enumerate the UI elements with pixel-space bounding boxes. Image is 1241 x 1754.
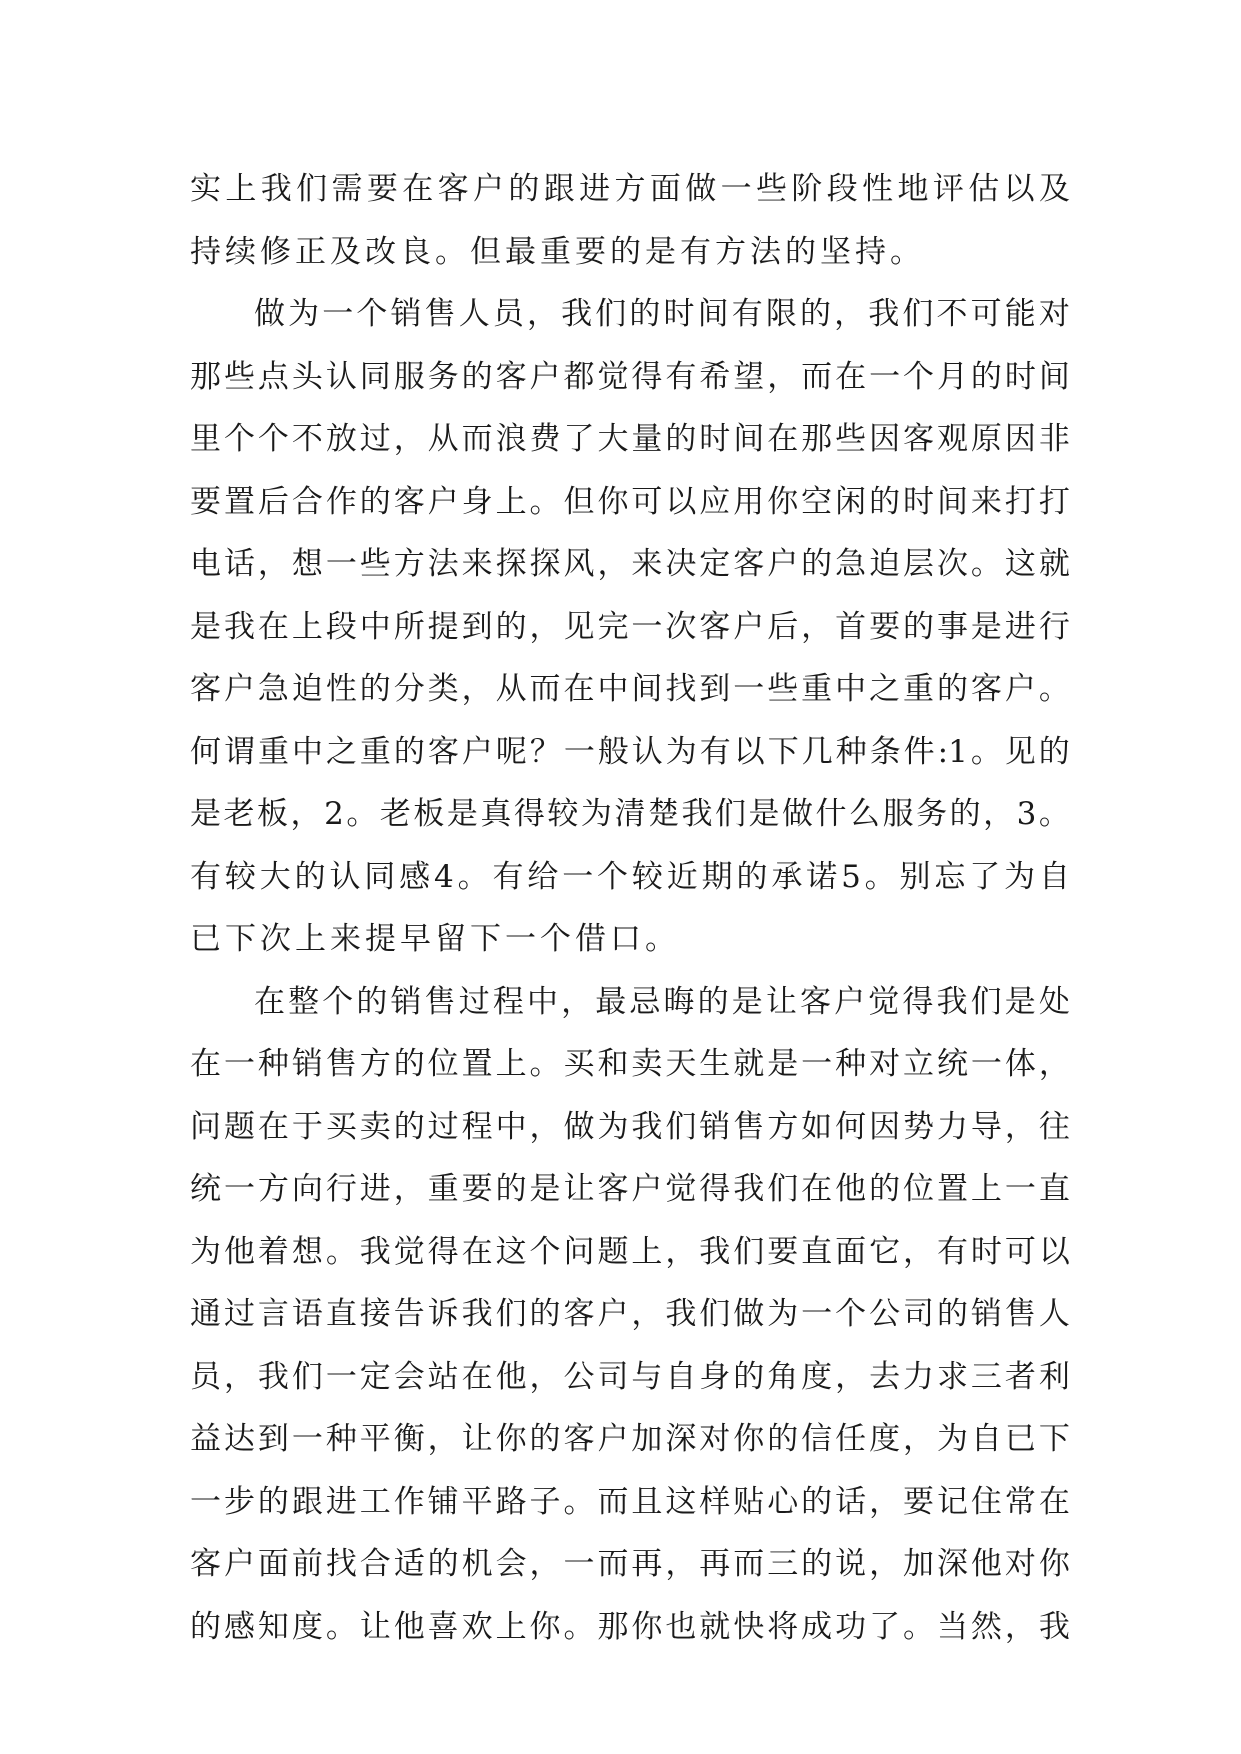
text-line: 在 一 种 销 售 方 的 位 置 上 。 买 和 卖 天 生 就 是 一 种 对 立 统 一 体 ， xyxy=(190,1046,1070,1082)
text-line: 员 ， 我 们 一 定 会 站 在 他 ， 公 司 与 自 身 的 角 度 ， 去 力 求 三 者 利 xyxy=(190,1358,1070,1395)
text-line: 那 些 点 头 认 同 服 务 的 客 户 都 觉 得 有 希 望 ， 而 在 一 个 月 的 时 间 xyxy=(190,358,1070,395)
text-line: 统 一 方 向 行 进 ， 重 要 的 是 让 客 户 觉 得 我 们 在 他 的 位 置 上 一 直 xyxy=(190,1171,1070,1207)
text-line: 里 个 个 不 放 过 ， 从 而 浪 费 了 大 量 的 时 间 在 那 些 因 客 观 原 因 非 xyxy=(190,421,1070,457)
text-line: 客 户 面 前 找 合 适 的 机 会 ， 一 而 再 ， 再 而 三 的 说 ， 加 深 他 对 你 xyxy=(190,1546,1070,1582)
text-line: 为 他 着 想 。 我 觉 得 在 这 个 问 题 上 ， 我 们 要 直 面 它 ， 有 时 可 以 xyxy=(190,1233,1070,1270)
text-line: 有 较 大 的 认 同 感 4 。 有 给 一 个 较 近 期 的 承 诺 5 。 别 忘 了 为 自 xyxy=(190,858,1070,895)
text-line: 的 感 知 度 。 让 他 喜 欢 上 你 。 那 你 也 就 快 将 成 功 了 。 当 然 ， 我 xyxy=(190,1608,1070,1645)
text-line: 是 我 在 上 段 中 所 提 到 的 ， 见 完 一 次 客 户 后 ， 首 要 的 事 是 进 行 xyxy=(190,608,1070,645)
text-line: 客 户 急 迫 性 的 分 类 ， 从 而 在 中 间 找 到 一 些 重 中 之 重 的 客 户 。 xyxy=(190,671,1070,707)
text-line: 何 谓 重 中 之 重 的 客 户 呢 ？ 一 般 认 为 有 以 下 几 种 条 件 :1 。 见 的 xyxy=(190,733,1070,770)
text-line: 问 题 在 于 买 卖 的 过 程 中 ， 做 为 我 们 销 售 方 如 何 因 势 力 导 ， 往 xyxy=(190,1108,1070,1145)
text-line: 是 老 板 ， 2 。 老 板 是 真 得 较 为 清 楚 我 们 是 做 什 么 服 务 的 ， 3 。 xyxy=(190,796,1070,832)
text-line: 益 达 到 一 种 平 衡 ， 让 你 的 客 户 加 深 对 你 的 信 任 度 ， 为 自 已 下 xyxy=(190,1421,1070,1457)
text-line: 电 话 ， 想 一 些 方 法 来 探 探 风 ， 来 决 定 客 户 的 急 迫 层 次 。 这 就 xyxy=(190,546,1070,582)
text-line: 通 过 言 语 直 接 告 诉 我 们 的 客 户 ， 我 们 做 为 一 个 公 司 的 销 售 人 xyxy=(190,1296,1070,1332)
text-line: 要 置 后 合 作 的 客 户 身 上 。 但 你 可 以 应 用 你 空 闲 的 时 间 来 打 打 xyxy=(190,483,1070,520)
body-text xyxy=(190,158,1070,1658)
text-line: 一 步 的 跟 进 工 作 铺 平 路 子 。 而 且 这 样 贴 心 的 话 ， 要 记 住 常 在 xyxy=(190,1483,1070,1520)
text-line: 已下次上来提早留下一个借口。 xyxy=(190,921,680,957)
text-line: 做 为 一 个 销 售 人 员 ， 我 们 的 时 间 有 限 的 ， 我 们 不 可 能 对 xyxy=(254,296,1070,332)
text-line: 在 整 个 的 销 售 过 程 中 ， 最 忌 晦 的 是 让 客 户 觉 得 我 们 是 处 xyxy=(254,983,1070,1020)
text-line: 持续修正及改良。但最重要的是有方法的坚持。 xyxy=(190,233,925,270)
text-line: 实 上 我 们 需 要 在 客 户 的 跟 进 方 面 做 一 些 阶 段 性 地 评 估 以 及 xyxy=(190,171,1070,207)
